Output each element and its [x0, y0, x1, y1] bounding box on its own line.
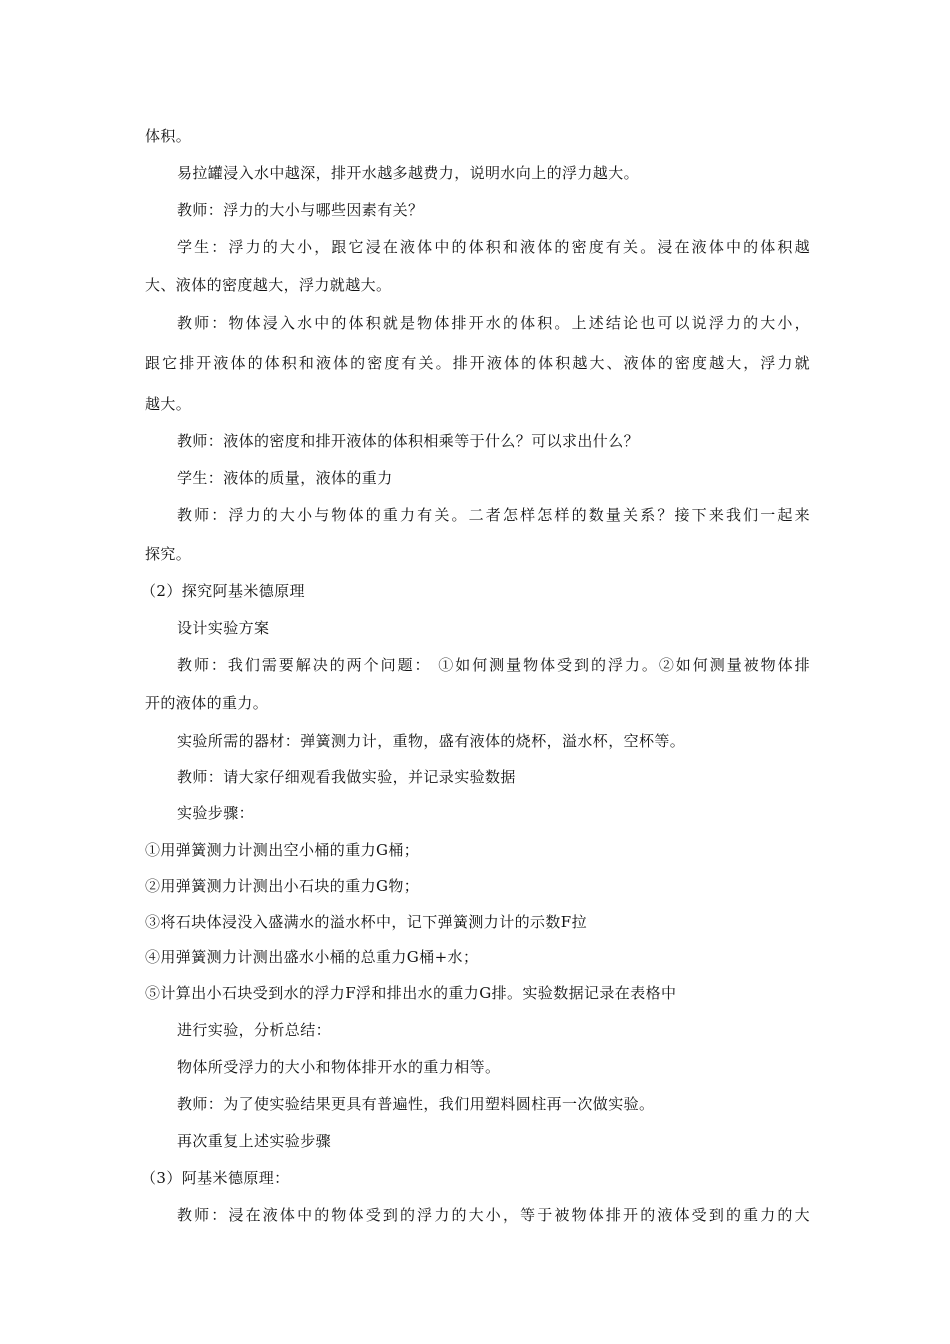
text-line: 体积。	[145, 127, 192, 145]
text-line: 大、液体的密度越大，浮力就越大。	[145, 276, 392, 294]
text-line: 越大。	[145, 395, 192, 413]
text-line: 教师：为了使实验结果更具有普遍性，我们用塑料圆柱再一次做实验。	[177, 1095, 655, 1113]
text-line: 实验步骤：	[177, 804, 255, 822]
text-line: 跟它排开液体的体积和液体的密度有关。排开液体的体积越大、液体的密度越大，浮力就	[145, 354, 810, 372]
text-line: 教师：浮力的大小与哪些因素有关？	[177, 201, 424, 219]
list-item: ⑤计算出小石块受到水的浮力F浮和排出水的重力G排。实验数据记录在表格中	[145, 984, 677, 1002]
text-line: 开的液体的重力。	[145, 694, 269, 712]
list-item: ①用弹簧测力计测出空小桶的重力G桶；	[145, 841, 420, 859]
text-line: 再次重复上述实验步骤	[177, 1132, 332, 1150]
text-line: 教师：浸在液体中的物体受到的浮力的大小，等于被物体排开的液体受到的重力的大	[177, 1206, 810, 1224]
list-item: ②用弹簧测力计测出小石块的重力G物；	[145, 877, 420, 895]
text-line: 教师：物体浸入水中的体积就是物体排开水的体积。上述结论也可以说浮力的大小，	[177, 314, 810, 332]
text-line: 易拉罐浸入水中越深，排开水越多越费力，说明水向上的浮力越大。	[177, 164, 640, 182]
text-line: 教师：液体的密度和排开液体的体积相乘等于什么？可以求出什么？	[177, 432, 640, 450]
text-line: 实验所需的器材：弹簧测力计，重物，盛有液体的烧杯，溢水杯，空杯等。	[177, 732, 686, 750]
text-line: 学生：液体的质量，液体的重力	[177, 469, 393, 487]
subheading: 设计实验方案	[177, 619, 270, 637]
section-heading: （3）阿基米德原理：	[141, 1169, 290, 1187]
text-line: 学生：浮力的大小，跟它浸在液体中的体积和液体的密度有关。浸在液体中的体积越	[177, 238, 810, 256]
text-line: 教师：浮力的大小与物体的重力有关。二者怎样怎样的数量关系？接下来我们一起来	[177, 506, 810, 524]
section-heading: （2）探究阿基米德原理	[141, 582, 305, 600]
text-line: 探究。	[145, 545, 192, 563]
text-line: 进行实验，分析总结：	[177, 1021, 332, 1039]
text-line: 物体所受浮力的大小和物体排开水的重力相等。	[177, 1058, 501, 1076]
text-line: 教师：我们需要解决的两个问题： ①如何测量物体受到的浮力。②如何测量被物体排	[177, 656, 810, 674]
list-item: ③将石块体浸没入盛满水的溢水杯中，记下弹簧测力计的示数F拉	[145, 913, 588, 931]
text-line: 教师：请大家仔细观看我做实验，并记录实验数据	[177, 768, 516, 786]
list-item: ④用弹簧测力计测出盛水小桶的总重力G桶+水；	[145, 948, 479, 966]
